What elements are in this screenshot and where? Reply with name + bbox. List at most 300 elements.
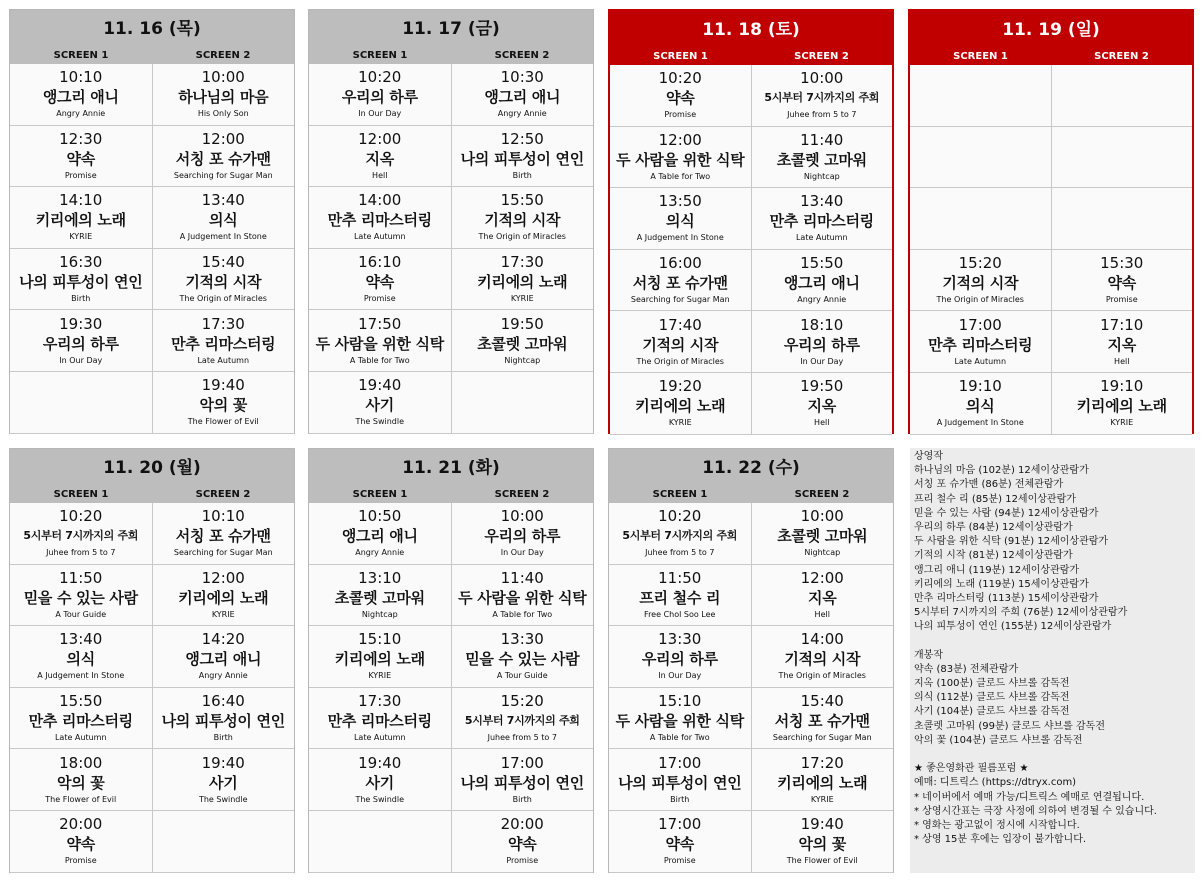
showtime: 12:30 xyxy=(59,129,103,148)
schedule-row xyxy=(10,626,294,688)
showtime: 19:40 xyxy=(800,815,844,834)
movie-title-english: His Only Son xyxy=(197,109,249,119)
movie-title-korean: 기적의 시작 xyxy=(942,274,1019,293)
movie-title-korean: 서칭 포 슈가맨 xyxy=(632,274,728,293)
movie-title-english: Nightcap xyxy=(504,355,541,365)
day-title: 11. 20 (월) xyxy=(10,449,294,487)
schedule-row xyxy=(309,126,593,188)
showtime-cell xyxy=(10,503,153,565)
movie-title-korean: 사기 xyxy=(209,773,238,792)
showtime: 15:10 xyxy=(658,692,702,711)
movie-title-english: Free Chol Soo Lee xyxy=(644,609,716,619)
schedule-row xyxy=(309,749,593,811)
schedule-row xyxy=(309,503,593,565)
movie-title-english: Angry Annie xyxy=(797,295,847,305)
info-line: * 상영시간표는 극장 사정에 의하여 변경될 수 있습니다. xyxy=(914,805,1157,817)
movie-title-korean: 의식 xyxy=(966,397,995,416)
movie-title-english: Hell xyxy=(372,170,388,180)
day-panel-1121 xyxy=(308,448,594,873)
schedule-row xyxy=(309,187,593,249)
screen-label: SCREEN 1 xyxy=(53,50,109,61)
showtime: 18:10 xyxy=(800,315,844,334)
showtime-cell xyxy=(609,503,752,565)
showtime-cell xyxy=(452,249,594,311)
showtime: 10:20 xyxy=(358,68,402,87)
showtime-cell xyxy=(752,565,894,627)
movie-title-korean: 서칭 포 슈가맨 xyxy=(774,712,870,731)
movie-title-korean: 만추 리마스터링 xyxy=(769,212,874,231)
schedule-row xyxy=(610,188,892,250)
showtime-cell xyxy=(910,250,1052,312)
showtime: 13:50 xyxy=(658,192,702,211)
showtime-cell xyxy=(10,688,153,750)
movie-title-english: A Judgement In Stone xyxy=(936,418,1024,428)
screen-header-row xyxy=(10,48,294,64)
showtime: 12:00 xyxy=(358,129,402,148)
info-line: 프리 철수 리 (85분) 12세이상관람가 xyxy=(914,493,1076,505)
showtime: 14:10 xyxy=(59,191,103,210)
schedule-row xyxy=(10,503,294,565)
movie-title-korean: 우리의 하루 xyxy=(783,335,860,354)
movie-title-english: Angry Annie xyxy=(355,548,405,558)
showtime-cell xyxy=(752,626,894,688)
showtime-cell xyxy=(153,749,295,811)
movie-title-korean: 초콜렛 고마워 xyxy=(777,527,868,546)
showtime: 19:50 xyxy=(500,314,544,333)
info-line: 예매: 디트릭스 (https://dtryx.com) xyxy=(914,777,1077,789)
showtime-cell xyxy=(910,311,1052,373)
showtime: 11:40 xyxy=(800,130,844,149)
movie-title-english: The Origin of Miracles xyxy=(179,294,267,304)
day-panel-1119 xyxy=(908,9,1194,434)
showtime: 17:00 xyxy=(500,753,544,772)
showtime: 11:40 xyxy=(500,568,544,587)
movie-title-korean: 5시부터 7시까지의 주희 xyxy=(622,529,738,543)
showtime-cell xyxy=(452,64,594,126)
showtime-cell xyxy=(10,626,153,688)
showtime: 15:40 xyxy=(800,692,844,711)
showtime-cell xyxy=(309,310,452,372)
movie-title-korean: 두 사람을 위한 식탁 xyxy=(315,334,444,353)
schedule-row xyxy=(609,811,893,873)
movie-title-english: Juhee from 5 to 7 xyxy=(645,548,715,558)
showtime-cell xyxy=(610,65,752,127)
movie-title-korean: 지옥 xyxy=(365,149,394,168)
showtime: 17:00 xyxy=(658,753,702,772)
schedule-row xyxy=(309,626,593,688)
movie-title-korean: 사기 xyxy=(365,396,394,415)
showtime-cell xyxy=(752,373,893,435)
schedule-row xyxy=(309,310,593,372)
showtime-cell xyxy=(10,64,153,126)
empty-cell xyxy=(910,65,1052,127)
showtime: 19:10 xyxy=(1100,377,1144,396)
movie-title-english: The Swindle xyxy=(355,417,405,427)
showtime: 19:40 xyxy=(358,376,402,395)
showtime: 20:00 xyxy=(59,815,103,834)
showtime-cell xyxy=(752,65,893,127)
movie-title-korean: 약속 xyxy=(1107,274,1136,293)
schedule-row xyxy=(610,65,892,127)
showtime: 10:00 xyxy=(800,507,844,526)
movie-title-korean: 5시부터 7시까지의 주희 xyxy=(23,529,139,543)
screen-label: SCREEN 1 xyxy=(53,489,109,500)
movie-title-english: Searching for Sugar Man xyxy=(630,295,730,305)
showtime-cell xyxy=(452,749,594,811)
showtime-cell xyxy=(452,503,594,565)
movie-title-english: Promise xyxy=(664,110,697,120)
showtime: 11:50 xyxy=(658,568,702,587)
showtime-cell xyxy=(10,749,153,811)
showtime-cell xyxy=(609,749,752,811)
info-line: * 네이버에서 예매 가능/디트릭스 예매로 연결됩니다. xyxy=(914,791,1145,803)
movie-title-english: The Origin of Miracles xyxy=(778,671,866,681)
movie-title-korean: 의식 xyxy=(209,211,238,230)
showtime: 13:30 xyxy=(658,630,702,649)
showtime: 12:50 xyxy=(500,129,544,148)
screen-label: SCREEN 2 xyxy=(494,489,550,500)
showtime: 19:40 xyxy=(358,753,402,772)
empty-cell xyxy=(1052,65,1193,127)
movie-title-english: The Origin of Miracles xyxy=(636,356,724,366)
showtime: 12:00 xyxy=(658,130,702,149)
info-line: 기적의 시작 (81분) 12세이상관람가 xyxy=(914,550,1073,562)
movie-title-english: The Swindle xyxy=(198,794,248,804)
movie-title-korean: 우리의 하루 xyxy=(484,527,561,546)
schedule-row xyxy=(609,503,893,565)
showtime: 15:50 xyxy=(59,692,103,711)
showtime-cell xyxy=(10,126,153,188)
movie-title-english: KYRIE xyxy=(1110,418,1134,428)
showtime-cell xyxy=(1052,250,1193,312)
showtime: 10:00 xyxy=(500,507,544,526)
showtime-cell xyxy=(609,626,752,688)
movie-title-korean: 만추 리마스터링 xyxy=(327,712,432,731)
showtime: 15:20 xyxy=(958,254,1002,273)
movie-title-english: KYRIE xyxy=(510,294,534,304)
schedule-row xyxy=(910,250,1192,312)
schedule-row xyxy=(309,688,593,750)
showtime: 13:40 xyxy=(59,630,103,649)
schedule-row xyxy=(309,811,593,873)
movie-title-english: Hell xyxy=(814,418,830,428)
movie-title-english: The Flower of Evil xyxy=(786,856,858,866)
schedule-row xyxy=(609,749,893,811)
screen-label: SCREEN 2 xyxy=(794,489,850,500)
showtime: 14:20 xyxy=(201,630,245,649)
movie-title-korean: 기적의 시작 xyxy=(484,211,561,230)
showtime: 10:10 xyxy=(201,507,245,526)
info-line xyxy=(914,748,1191,762)
movie-title-korean: 사기 xyxy=(365,773,394,792)
movie-title-korean: 두 사람을 위한 식탁 xyxy=(615,712,744,731)
movie-title-english: The Flower of Evil xyxy=(187,417,259,427)
info-line: 하나님의 마음 (102분) 12세이상관람가 xyxy=(914,465,1089,477)
movie-title-korean: 의식 xyxy=(66,650,95,669)
info-line: 지옥 (100분) 클로드 샤브롤 감독전 xyxy=(914,678,1070,689)
movie-title-english: Juhee from 5 to 7 xyxy=(487,733,557,743)
showtime: 13:40 xyxy=(201,191,245,210)
showtime: 10:10 xyxy=(59,68,103,87)
empty-cell xyxy=(910,127,1052,189)
showtime: 13:30 xyxy=(500,630,544,649)
movie-title-korean: 악의 꽃 xyxy=(199,396,247,415)
movie-title-english: Searching for Sugar Man xyxy=(173,170,273,180)
screen-label: SCREEN 2 xyxy=(1094,51,1149,62)
movie-title-english: Hell xyxy=(814,609,830,619)
empty-cell xyxy=(1052,188,1193,250)
showtime: 10:20 xyxy=(658,69,702,88)
info-line: 만추 리마스터링 (113분) 15세이상관람가 xyxy=(914,592,1099,604)
showtime: 17:20 xyxy=(800,753,844,772)
screen-header-row xyxy=(910,49,1192,65)
showtime: 13:10 xyxy=(358,568,402,587)
showtime: 12:00 xyxy=(201,129,245,148)
showtime-cell xyxy=(452,126,594,188)
showtime-cell xyxy=(1052,311,1193,373)
info-line: * 영화는 광고없이 정시에 시작합니다. xyxy=(914,819,1080,831)
showtime: 10:20 xyxy=(658,507,702,526)
schedule-row xyxy=(309,372,593,434)
movie-title-english: Promise xyxy=(64,856,97,866)
schedule-row xyxy=(609,688,893,750)
movie-title-korean: 약속 xyxy=(666,89,695,108)
showtime-cell xyxy=(309,249,452,311)
day-panel-1118 xyxy=(608,9,894,434)
movie-title-korean: 약속 xyxy=(66,835,95,854)
showtime-cell xyxy=(609,811,752,873)
info-line: 악의 꽃 (104분) 클로드 샤브롤 감독전 xyxy=(914,734,1083,746)
movie-title-korean: 만추 리마스터링 xyxy=(171,334,276,353)
movie-title-korean: 나의 피투성이 연인 xyxy=(161,712,285,731)
showtime-cell xyxy=(610,250,752,312)
movie-title-korean: 기적의 시작 xyxy=(185,273,262,292)
movie-title-english: Angry Annie xyxy=(56,109,106,119)
showtime: 16:10 xyxy=(358,253,402,272)
movie-title-english: KYRIE xyxy=(668,418,692,428)
info-line: 5시부터 7시까지의 주희 (76분) 12세이상관람가 xyxy=(914,607,1128,619)
screen-label: SCREEN 1 xyxy=(352,489,408,500)
day-title: 11. 17 (금) xyxy=(309,10,593,48)
showtime-cell xyxy=(452,811,594,873)
showtime-cell xyxy=(309,187,452,249)
movie-title-english: The Origin of Miracles xyxy=(936,295,1024,305)
showtime-cell xyxy=(153,503,295,565)
showtime-cell xyxy=(609,565,752,627)
movie-title-korean: 믿을 수 있는 사람 xyxy=(23,588,138,607)
showtime: 19:30 xyxy=(59,314,103,333)
showtime: 16:30 xyxy=(59,253,103,272)
empty-cell xyxy=(1052,127,1193,189)
showtime-cell xyxy=(752,688,894,750)
movie-title-english: A Table for Two xyxy=(349,355,410,365)
showtime-cell xyxy=(452,688,594,750)
movie-title-english: A Tour Guide xyxy=(55,609,107,619)
movie-title-english: The Swindle xyxy=(355,794,405,804)
schedule-row xyxy=(10,187,294,249)
schedule-row xyxy=(910,188,1192,250)
movie-title-english: KYRIE xyxy=(810,794,834,804)
movie-title-korean: 기적의 시작 xyxy=(642,335,719,354)
showtime: 14:00 xyxy=(800,630,844,649)
day-panel-1120 xyxy=(9,448,295,873)
showtime: 17:40 xyxy=(658,315,702,334)
showtime-cell xyxy=(153,565,295,627)
movie-title-english: Angry Annie xyxy=(198,671,248,681)
movie-title-english: A Table for Two xyxy=(492,609,553,619)
movie-title-english: Late Autumn xyxy=(954,356,1007,366)
info-line: * 상영 15분 후에는 입장이 불가합니다. xyxy=(914,834,1087,846)
showtime: 17:30 xyxy=(358,692,402,711)
schedule-row xyxy=(10,310,294,372)
schedule-row xyxy=(10,126,294,188)
info-line: 키리에의 노래 (119분) 15세이상관람가 xyxy=(914,578,1089,590)
showtime: 14:00 xyxy=(358,191,402,210)
day-title: 11. 16 (목) xyxy=(10,10,294,48)
showtime: 10:30 xyxy=(500,68,544,87)
movie-title-korean: 의식 xyxy=(666,212,695,231)
movie-title-korean: 악의 꽃 xyxy=(57,773,105,792)
showtime-cell xyxy=(752,503,894,565)
showtime: 12:00 xyxy=(201,568,245,587)
showtime-cell xyxy=(153,688,295,750)
screen-label: SCREEN 1 xyxy=(953,51,1008,62)
movie-title-korean: 앵그리 애니 xyxy=(783,274,860,293)
showtime: 17:00 xyxy=(958,315,1002,334)
movie-title-english: A Judgement In Stone xyxy=(37,671,125,681)
info-line: 서칭 포 슈가맨 (86분) 전체관람가 xyxy=(914,479,1064,491)
day-panel-1117 xyxy=(308,9,594,434)
info-line: 사기 (104분) 클로드 샤브롤 감독전 xyxy=(914,706,1070,718)
showtime-cell xyxy=(153,626,295,688)
movie-title-korean: 지옥 xyxy=(807,397,836,416)
movie-title-korean: 서칭 포 슈가맨 xyxy=(175,149,271,168)
movie-title-korean: 5시부터 7시까지의 주희 xyxy=(464,714,580,728)
movie-title-korean: 약속 xyxy=(365,273,394,292)
showtime-cell xyxy=(910,373,1052,435)
movie-title-english: Birth xyxy=(213,733,233,743)
movie-title-korean: 우리의 하루 xyxy=(42,334,119,353)
showtime-cell xyxy=(309,64,452,126)
showtime-cell xyxy=(309,372,452,434)
movie-title-korean: 키리에의 노래 xyxy=(477,273,568,292)
movie-title-english: Late Autumn xyxy=(54,733,107,743)
showtime-cell xyxy=(153,249,295,311)
movie-title-english: The Flower of Evil xyxy=(45,794,117,804)
movie-title-english: Nightcap xyxy=(361,609,398,619)
showtime: 15:50 xyxy=(500,191,544,210)
movie-title-english: Birth xyxy=(512,794,532,804)
movie-title-korean: 기적의 시작 xyxy=(784,650,861,669)
movie-title-korean: 지옥 xyxy=(1107,335,1136,354)
showtime-cell xyxy=(752,188,893,250)
day-title: 11. 18 (토) xyxy=(610,11,892,49)
movie-title-english: Promise xyxy=(663,856,696,866)
showtime-cell xyxy=(309,688,452,750)
showtime: 12:00 xyxy=(800,568,844,587)
empty-cell xyxy=(10,372,153,434)
schedule-row xyxy=(910,127,1192,189)
movie-title-korean: 나의 피투성이 연인 xyxy=(618,773,742,792)
showtime: 17:10 xyxy=(1100,315,1144,334)
movie-title-english: Angry Annie xyxy=(497,109,547,119)
showtime-cell xyxy=(752,749,894,811)
showtime-cell xyxy=(10,565,153,627)
info-panel xyxy=(910,448,1195,873)
movie-title-english: Hell xyxy=(1114,356,1130,366)
movie-title-korean: 나의 피투성이 연인 xyxy=(460,149,584,168)
schedule-row xyxy=(10,372,294,434)
movie-title-korean: 약속 xyxy=(665,835,694,854)
movie-title-korean: 5시부터 7시까지의 주희 xyxy=(764,91,880,105)
empty-cell xyxy=(452,372,594,434)
movie-title-korean: 악의 꽃 xyxy=(798,835,846,854)
showtime-cell xyxy=(153,64,295,126)
showtime-cell xyxy=(452,565,594,627)
showtime-cell xyxy=(752,811,894,873)
movie-title-korean: 약속 xyxy=(508,835,537,854)
showtime-cell xyxy=(153,372,295,434)
schedule-row xyxy=(610,127,892,189)
empty-cell xyxy=(910,188,1052,250)
movie-title-korean: 만추 리마스터링 xyxy=(327,211,432,230)
movie-title-english: Late Autumn xyxy=(353,733,406,743)
showtime-cell xyxy=(309,503,452,565)
movie-title-korean: 나의 피투성이 연인 xyxy=(460,773,584,792)
showtime-cell xyxy=(610,373,752,435)
schedule-row xyxy=(609,626,893,688)
showtime: 15:40 xyxy=(201,253,245,272)
showtime-cell xyxy=(609,688,752,750)
day-panel-1122 xyxy=(608,448,894,873)
showtime: 19:50 xyxy=(800,377,844,396)
showtime-cell xyxy=(610,311,752,373)
showtime-cell xyxy=(610,127,752,189)
showtime-cell xyxy=(309,126,452,188)
movie-title-english: Promise xyxy=(1105,295,1138,305)
showtime: 10:20 xyxy=(59,507,103,526)
movie-title-korean: 키리에의 노래 xyxy=(35,211,126,230)
showtime-cell xyxy=(752,127,893,189)
schedule-row xyxy=(610,373,892,435)
schedule-row xyxy=(10,811,294,873)
showtime: 17:50 xyxy=(358,314,402,333)
screen-label: SCREEN 2 xyxy=(494,50,550,61)
showtime: 19:40 xyxy=(201,753,245,772)
movie-title-korean: 앵그리 애니 xyxy=(42,88,119,107)
showtime: 20:00 xyxy=(500,815,544,834)
showtime-cell xyxy=(10,187,153,249)
info-line: ★ 좋은영화관 필름포럼 ★ xyxy=(914,763,1029,775)
movie-title-english: Juhee from 5 to 7 xyxy=(46,548,116,558)
info-line xyxy=(914,634,1191,648)
showtime: 15:30 xyxy=(1100,254,1144,273)
showtime-cell xyxy=(10,310,153,372)
screen-header-row xyxy=(610,49,892,65)
showtime-cell xyxy=(452,187,594,249)
movie-title-korean: 만추 리마스터링 xyxy=(28,712,133,731)
showtime-cell xyxy=(309,565,452,627)
info-line: 약속 (83분) 전체관람가 xyxy=(914,663,1019,675)
movie-title-korean: 앵그리 애니 xyxy=(185,650,262,669)
showtime: 16:00 xyxy=(658,254,702,273)
movie-title-korean: 키리에의 노래 xyxy=(635,397,726,416)
schedule-row xyxy=(10,64,294,126)
info-line: 앵그리 애니 (119분) 12세이상관람가 xyxy=(914,564,1080,576)
movie-title-english: Nightcap xyxy=(803,171,840,181)
movie-title-english: In Our Day xyxy=(658,671,702,681)
movie-title-korean: 두 사람을 위한 식탁 xyxy=(458,588,587,607)
